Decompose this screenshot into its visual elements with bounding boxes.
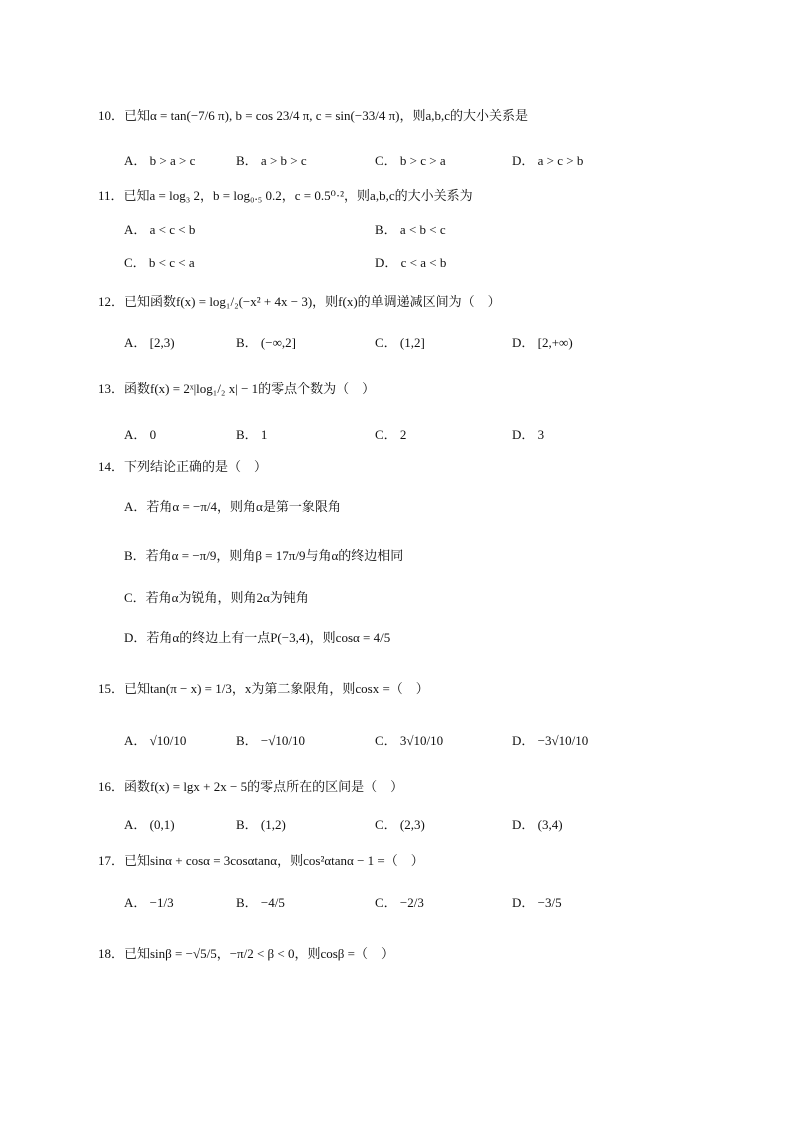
option-c: C． b > c > a [375, 153, 446, 168]
question-12 [98, 292, 733, 312]
question-stem: 12．已知函数f(x) = log₁/₂(−x² + 4x − 3)，则f(x)的单调递减区间为（ ） [98, 294, 501, 309]
option-a: A．若角α = −π/4，则角α是第一象限角 [124, 499, 341, 514]
option-d: D．若角α的终边上有一点P(−3,4)，则cosα = 4/5 [124, 630, 391, 645]
question-stem: 18．已知sinβ = −√5/5，−π/2 < β < 0，则cosβ =（ ） [98, 946, 395, 961]
option-b: B． (−∞,2] [236, 335, 296, 350]
option-d: D． −3√10/10 [512, 733, 589, 748]
option-b: B． −4/5 [236, 895, 285, 910]
option-d: D． [2,+∞) [512, 335, 573, 350]
option-a: A． 0 [124, 427, 157, 442]
option-a: A． −1/3 [124, 895, 174, 910]
question-14 [98, 457, 733, 477]
option-c: C． b < c < a [124, 255, 195, 270]
option-b: B． (1,2) [236, 817, 286, 832]
option-c: C． 3√10/10 [375, 733, 444, 748]
question-stem: 13．函数f(x) = 2ˣ|log₁/₂ x| − 1的零点个数为（ ） [98, 381, 376, 396]
question-10 [98, 106, 733, 126]
question-16 [98, 777, 733, 797]
question-stem: 14．下列结论正确的是（ ） [98, 459, 268, 474]
option-b: B． −√10/10 [236, 733, 305, 748]
option-d: D． (3,4) [512, 817, 563, 832]
question-stem: 11．已知a = log₃ 2，b = log₀.₅ 0.2，c = 0.5⁰·²，则a,b,c的大小关系为 [98, 188, 473, 203]
option-c: C． (1,2] [375, 335, 425, 350]
question-13 [98, 379, 733, 399]
question-17 [98, 851, 733, 871]
question-stem: 17．已知sinα + cosα = 3cosαtanα，则cos²αtanα − 1 =（ ） [98, 853, 424, 868]
question-stem: 10．已知α = tan(−7/6 π), b = cos 23/4 π, c = sin(−33/4 π)，则a,b,c的大小关系是 [98, 108, 529, 123]
question-11 [98, 186, 733, 206]
option-b: B．若角α = −π/9，则角β = 17π/9与角α的终边相同 [124, 548, 404, 563]
option-b: B． a < b < c [375, 222, 446, 237]
question-stem: 16．函数f(x) = lgx + 2x − 5的零点所在的区间是（ ） [98, 779, 404, 794]
option-a: A． √10/10 [124, 733, 187, 748]
option-d: D． −3/5 [512, 895, 562, 910]
option-c: C．若角α为锐角，则角2α为钝角 [124, 590, 309, 605]
option-b: B． a > b > c [236, 153, 307, 168]
option-b: B． 1 [236, 427, 268, 442]
option-a: A． b > a > c [124, 153, 196, 168]
option-c: C． 2 [375, 427, 407, 442]
option-d: D． a > c > b [512, 153, 584, 168]
option-a: A． [2,3) [124, 335, 175, 350]
option-c: C． −2/3 [375, 895, 424, 910]
question-15 [98, 679, 733, 699]
option-a: A． a < c < b [124, 222, 196, 237]
option-d: D． 3 [512, 427, 545, 442]
question-18 [98, 944, 733, 964]
question-stem: 15．已知tan(π − x) = 1/3，x为第二象限角，则cosx =（ ） [98, 681, 429, 696]
option-c: C． (2,3) [375, 817, 425, 832]
option-a: A． (0,1) [124, 817, 175, 832]
option-d: D． c < a < b [375, 255, 447, 270]
